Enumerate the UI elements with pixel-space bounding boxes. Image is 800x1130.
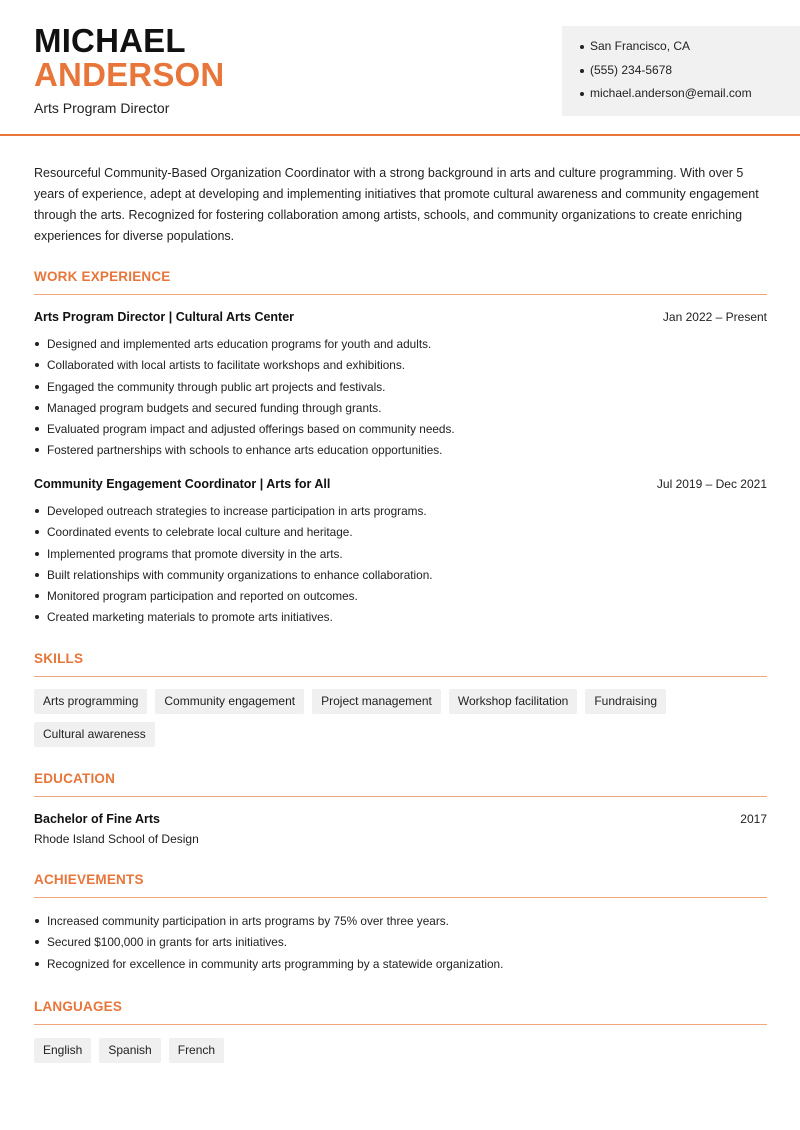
list-item: Recognized for excellence in community arts programming by a statewide organization. [34,956,767,977]
list-item: Coordinated events to celebrate local culture and heritage. [34,524,767,545]
list-item: Managed program budgets and secured funding through grants. [34,400,767,421]
list-item: Monitored program participation and reported on outcomes. [34,588,767,609]
job-dates: Jul 2019 – Dec 2021 [656,477,767,491]
list-item: Evaluated program impact and adjusted offerings based on community needs. [34,421,767,442]
list-item: Implemented programs that promote diversity in the arts. [34,546,767,567]
skill-chip: Arts programming [34,689,147,714]
contact-email[interactable]: michael.anderson@email.com [580,85,800,109]
section-divider [34,294,767,295]
skill-chip: Project management [312,689,441,714]
job-header [34,310,767,324]
section-title-education: EDUCATION [34,771,116,786]
section-divider [34,897,767,898]
languages-list [34,1038,774,1063]
skill-chip: Fundraising [585,689,666,714]
skills-list [34,689,774,747]
list-item: Increased community participation in arts programs by 75% over three years. [34,913,767,934]
list-item: Developed outreach strategies to increase participation in arts programs. [34,503,767,524]
section-divider [34,1024,767,1025]
contact-phone: (555) 234-5678 [580,62,800,86]
section-title-achievements: ACHIEVEMENTS [34,872,144,887]
language-chip: English [34,1038,91,1063]
job-dates: Jan 2022 – Present [662,310,767,324]
contact-box [562,26,800,116]
skill-chip: Workshop facilitation [449,689,578,714]
school: Rhode Island School of Design [34,832,199,846]
skill-chip: Community engagement [155,689,304,714]
skill-chip: Cultural awareness [34,722,155,747]
language-chip: Spanish [99,1038,160,1063]
resume-header [0,0,800,136]
job-role: Arts Program Director | Cultural Arts Center [34,310,295,324]
section-title-languages: LANGUAGES [34,999,123,1014]
list-item: Created marketing materials to promote arts initiatives. [34,609,767,630]
section-title-skills: SKILLS [34,651,84,666]
job-bullets [34,503,767,631]
degree: Bachelor of Fine Arts [34,812,160,826]
section-title-work: WORK EXPERIENCE [34,269,171,284]
list-item: Designed and implemented arts education programs for youth and adults. [34,336,767,357]
list-item: Secured $100,000 in grants for arts initiatives. [34,934,767,955]
language-chip: French [169,1038,224,1063]
section-divider [34,676,767,677]
job-role: Community Engagement Coordinator | Arts for All [34,477,331,491]
summary: Resourceful Community-Based Organization Coordinator with a strong background in arts and culture programming. With over 5 years of experience, adept at developing and implementing initiatives that promote cultural awareness and community engagement through the arts. Recognized for fostering collaboration among artists, schools, and community organizations to create enriching experiences for diverse populations. [34,166,759,243]
list-item: Engaged the community through public art projects and festivals. [34,379,767,400]
job-title: Arts Program Director [34,100,170,116]
achievement-list [34,913,767,977]
first-name: MICHAEL [34,22,186,59]
list-item: Fostered partnerships with schools to enhance arts education opportunities. [34,442,767,463]
list-item: Built relationships with community organizations to enhance collaboration. [34,567,767,588]
contact-location: San Francisco, CA [580,38,800,62]
last-name: ANDERSON [34,56,225,93]
job-bullets [34,336,767,464]
graduation-year: 2017 [740,812,767,826]
list-item: Collaborated with local artists to facilitate workshops and exhibitions. [34,357,767,378]
section-divider [34,796,767,797]
job-header [34,477,767,491]
